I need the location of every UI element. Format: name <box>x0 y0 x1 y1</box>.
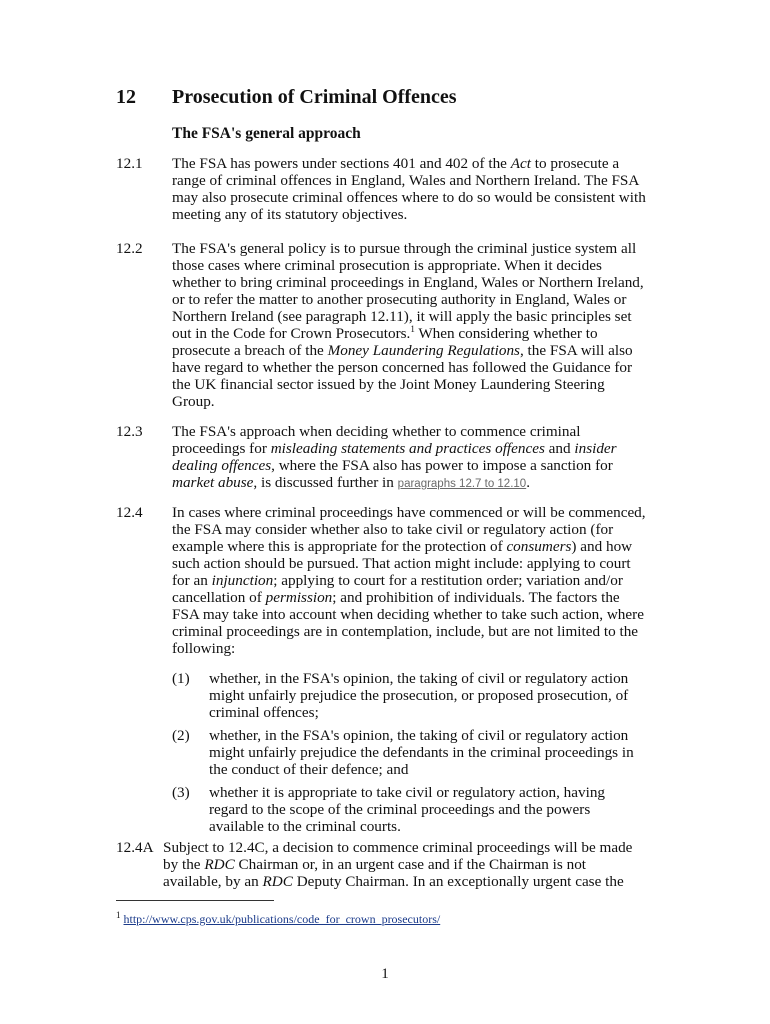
footnote <box>116 912 440 927</box>
list-item <box>172 670 642 721</box>
footnote-url-link[interactable]: http://www.cps.gov.uk/publications/code_for_crown_prosecutors/ <box>123 912 441 926</box>
paragraph-text: Subject to 12.4C, a decision to commence criminal proceedings will be made by the RDC Chairman or, in an urgent case and if the Chairman is not available, by an RDC Deputy Chairman. In an exceptionally urgent case the <box>163 839 633 890</box>
list-item-number: (1) <box>172 670 190 687</box>
cross-reference-link[interactable]: paragraphs 12.7 to 12.10 <box>397 478 527 490</box>
footnote-divider <box>116 900 274 901</box>
paragraph-12-3 <box>116 423 646 493</box>
list-item-text: whether, in the FSA's opinion, the taking of civil or regulatory action might unfairly prejudice the prosecution, or proposed prosecution, of criminal offences; <box>209 670 629 721</box>
paragraph-12-4 <box>116 504 646 657</box>
paragraph-number: 12.3 <box>116 423 143 440</box>
paragraph-12-4a <box>116 839 646 890</box>
paragraph-number: 12.1 <box>116 155 143 172</box>
page-number: 1 <box>381 966 389 982</box>
paragraph-text: In cases where criminal proceedings have commenced or will be commenced, the FSA may consider whether also to take civil or regulatory action (for example where this is appropriate for the protection of consumers) and how such action should be pursued. That action might include: applying to court for an injunction; applying to court for a restitution order; variation and/or cancellation of permission; and prohibition of individuals. The factors the FSA may take into account when deciding whether to take such action, where criminal proceedings are in contemplation, include, but are not limited to the following: <box>172 504 646 657</box>
paragraph-number: 12.4A <box>116 839 154 856</box>
chapter-title: Prosecution of Criminal Offences <box>172 86 457 108</box>
list-item <box>172 784 642 835</box>
chapter-number: 12 <box>116 86 136 108</box>
paragraph-number: 12.4 <box>116 504 143 521</box>
footnote-reference[interactable]: 1 <box>410 323 415 334</box>
paragraph-number: 12.2 <box>116 240 143 257</box>
list-item <box>172 727 642 778</box>
paragraph-text: The FSA has powers under sections 401 and 402 of the Act to prosecute a range of criminal offences in England, Wales and Northern Ireland. The FSA may also prosecute criminal offences where to do so would be consistent with meeting any of its statutory objectives. <box>172 155 646 223</box>
list-item-number: (2) <box>172 727 190 744</box>
list-item-text: whether it is appropriate to take civil or regulatory action, having regard to the scope of the criminal proceedings and the powers available to the criminal courts. <box>209 784 606 835</box>
paragraph-12-2 <box>116 240 646 410</box>
paragraph-12-1 <box>116 155 646 223</box>
list-item-text: whether, in the FSA's opinion, the taking of civil or regulatory action might unfairly prejudice the defendants in the criminal proceedings in the conduct of their defence; and <box>209 727 634 778</box>
paragraph-text: The FSA's general policy is to pursue through the criminal justice system all those cases where criminal prosecution is appropriate. When it decides whether to bring criminal proceedings in England, Wales or Northern Ireland, or to refer the matter to another prosecuting authority in England, Wales or Northern Ireland (see paragraph 12.11), it will apply the basic principles set out in the Code for Crown Prosecutors.$^1$ When considering whether to prosecute a breach of the Money Laundering Regulations, the FSA will also have regard to whether the person concerned has followed the Guidance for the UK financial sector issued by the Joint Money Laundering Steering Group. <box>172 240 644 410</box>
section-subheading: The FSA's general approach <box>172 125 361 142</box>
paragraph-text: The FSA's approach when deciding whether to commence criminal proceedings for misleading statements and practices offences and insider dealing offences, where the FSA also has power to impose a sanction for market abuse, is discussed further in paragraphs 12.7 to 12.10. <box>172 423 617 491</box>
list-item-number: (3) <box>172 784 190 801</box>
footnote-marker: 1 <box>116 910 121 920</box>
